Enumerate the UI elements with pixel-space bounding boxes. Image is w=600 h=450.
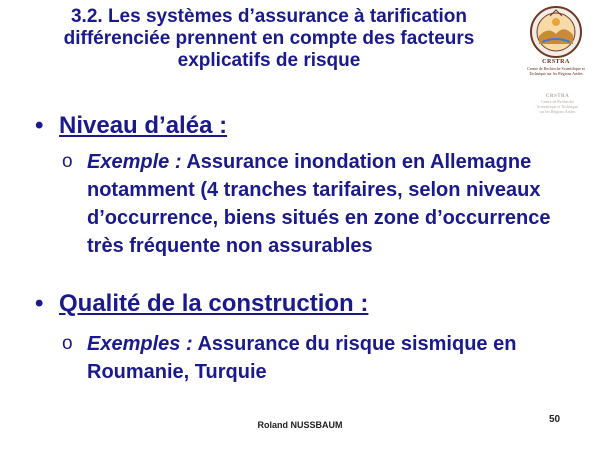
slide-title: 3.2. Les systèmes d’assurance à tarification différenciée prennent en compte des facteurs explicatifs de risque <box>63 6 475 71</box>
logo-name: CRSTRA <box>542 59 570 65</box>
logo-watermark-name: CRSTRA <box>545 94 570 99</box>
sub-bullet-text: Assurance du risque sismique en Roumanie, Turquie <box>87 333 517 383</box>
sub-bullet-inondation <box>62 148 582 260</box>
logo-subtitle: Centre de Recherche Scientifique et Technique sur les Régions Arides <box>527 66 585 76</box>
logo-watermark <box>535 94 580 114</box>
bullet-niveau-alea <box>35 112 227 140</box>
logo-watermark-subtitle: Centre de Recherche Scientifique et Technique sur les Régions Arides <box>537 99 578 114</box>
sub-bullet-sismique <box>62 330 582 386</box>
bullet-qualite-construction <box>35 290 368 318</box>
crstra-logo <box>520 4 592 78</box>
bullet-marker: • <box>35 290 44 317</box>
sub-bullet-lead: Exemple : <box>87 151 182 173</box>
bullet-label: Qualité de la construction : <box>59 290 369 317</box>
bullet-marker: • <box>35 112 44 139</box>
sub-bullet-lead: Exemples : <box>87 333 193 355</box>
footer-author: Roland NUSSBAUM <box>257 420 343 430</box>
sub-bullet-marker: o <box>62 333 73 354</box>
page-number: 50 <box>549 414 561 425</box>
crstra-logo-icon <box>520 4 592 60</box>
sub-bullet-text: Assurance inondation en Allemagne notamment (4 tranches tarifaires, selon niveaux d’occurrence, biens situés en zone d’occurrence très fréquente non assurables <box>87 151 551 257</box>
bullet-label: Niveau d’aléa : <box>59 112 228 139</box>
sub-bullet-marker: o <box>62 151 73 172</box>
